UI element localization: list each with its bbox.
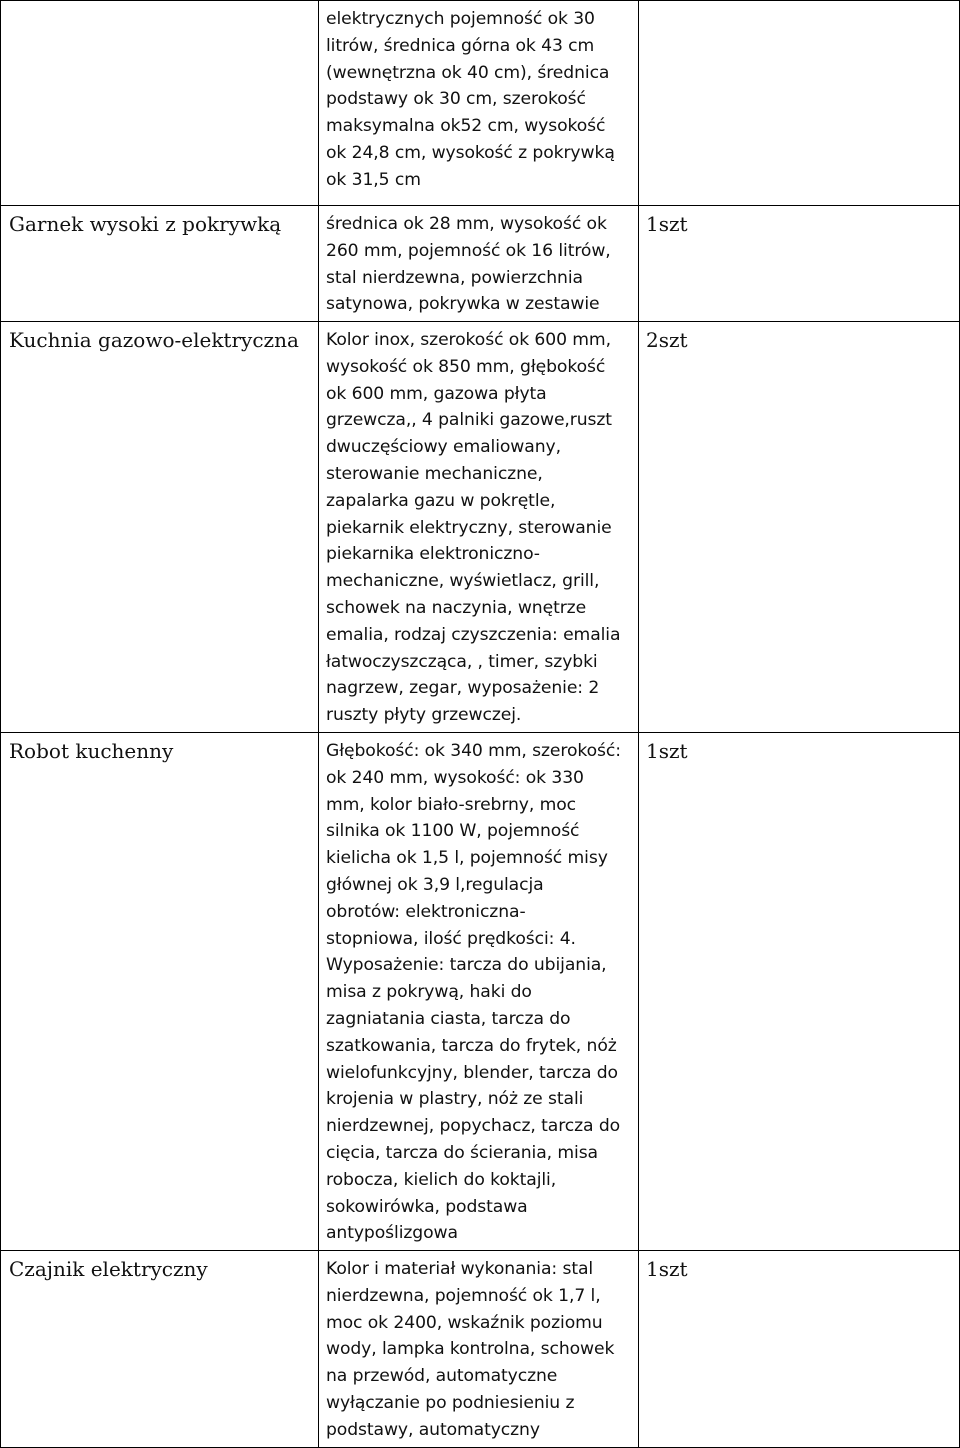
product-description-cell bbox=[319, 322, 639, 733]
description-line: podstawy, automatyczny bbox=[326, 1419, 540, 1440]
description-line: maksymalna ok52 cm, wysokość bbox=[326, 116, 606, 137]
quantity-cell: 2szt bbox=[639, 322, 960, 733]
description-line: Głębokość: ok 340 mm, szerokość: bbox=[326, 741, 621, 761]
table-row bbox=[1, 206, 960, 322]
description-line: stal nierdzewna, powierzchnia bbox=[326, 267, 583, 288]
description-line: 260 mm, pojemność ok 16 litrów, bbox=[326, 240, 611, 261]
description-line: sokowirówka, podstawa bbox=[326, 1196, 528, 1217]
description-line: ok 240 mm, wysokość: ok 330 bbox=[326, 767, 584, 788]
table-row bbox=[1, 322, 960, 733]
description-line: sterowanie mechaniczne, bbox=[326, 463, 543, 484]
description-line: nierdzewnej, popychacz, tarcza do bbox=[326, 1116, 621, 1137]
product-description-cell bbox=[319, 733, 639, 1251]
description-line: wysokość ok 850 mm, głębokość bbox=[326, 356, 606, 377]
product-description-cell bbox=[319, 1, 639, 206]
product-description-cell bbox=[319, 1251, 639, 1448]
description-line: wielofunkcyjny, blender, tarcza do bbox=[326, 1062, 618, 1083]
description-line: łatwoczyszcząca, , timer, szybki bbox=[326, 651, 598, 672]
description-line: na przewód, automatyczne bbox=[326, 1366, 558, 1387]
table-row bbox=[1, 1, 960, 206]
description-line: nagrzew, zegar, wyposażenie: 2 bbox=[326, 678, 600, 699]
description-line: krojenia w plastry, nóż ze stali bbox=[326, 1089, 584, 1110]
description-line: zagniatania ciasta, tarcza do bbox=[326, 1008, 571, 1029]
quantity-cell bbox=[639, 1, 960, 206]
description-line: Kolor i materiał wykonania: stal bbox=[326, 1259, 594, 1279]
description-line: (wewnętrzna ok 40 cm), średnica bbox=[326, 62, 610, 83]
quantity-cell: 1szt bbox=[639, 1251, 960, 1448]
description-line: moc ok 2400, wskaźnik poziomu bbox=[326, 1312, 603, 1333]
description-line: dwuczęściowy emaliowany, bbox=[326, 437, 561, 458]
description-line: stopniowa, ilość prędkości: 4. bbox=[326, 928, 576, 949]
description-line: nierdzewna, pojemność ok 1,7 l, bbox=[326, 1285, 601, 1306]
description-line: piekarnik elektryczny, sterowanie bbox=[326, 517, 612, 538]
product-name-cell: Garnek wysoki z pokrywką bbox=[1, 206, 319, 322]
description-line: robocza, kielich do koktajli, bbox=[326, 1169, 557, 1190]
description-line: elektrycznych pojemność ok 30 bbox=[326, 9, 595, 29]
description-line: satynowa, pokrywka w zestawie bbox=[326, 294, 600, 315]
description-line: Kolor inox, szerokość ok 600 mm, bbox=[326, 330, 611, 350]
description-line: cięcia, tarcza do ścierania, misa bbox=[326, 1142, 598, 1163]
description-line: piekarnika elektroniczno- bbox=[326, 544, 540, 565]
description-line: kielicha ok 1,5 l, pojemność misy bbox=[326, 848, 608, 869]
description-line: schowek na naczynia, wnętrze bbox=[326, 597, 587, 618]
description-line: emalia, rodzaj czyszczenia: emalia bbox=[326, 624, 621, 645]
description-line: litrów, średnica górna ok 43 cm bbox=[326, 35, 595, 56]
description-line: zapalarka gazu w pokrętle, bbox=[326, 490, 556, 511]
description-line: głównej ok 3,9 l,regulacja bbox=[326, 874, 544, 895]
product-name-cell: Robot kuchenny bbox=[1, 733, 319, 1251]
description-line: grzewcza,, 4 palniki gazowe,ruszt bbox=[326, 410, 612, 431]
description-line: podstawy ok 30 cm, szerokość bbox=[326, 89, 586, 110]
description-line: misa z pokrywą, haki do bbox=[326, 982, 532, 1003]
description-line: wody, lampka kontrolna, schowek bbox=[326, 1339, 615, 1360]
description-line: ruszty płyty grzewczej. bbox=[326, 705, 522, 726]
quantity-cell: 1szt bbox=[639, 206, 960, 322]
table-row bbox=[1, 1251, 960, 1448]
description-line: mechaniczne, wyświetlacz, grill, bbox=[326, 571, 600, 592]
description-line: szatkowania, tarcza do frytek, nóż bbox=[326, 1035, 617, 1056]
description-line: ok 600 mm, gazowa płyta bbox=[326, 383, 547, 404]
table-row bbox=[1, 733, 960, 1251]
product-name-cell: Czajnik elektryczny bbox=[1, 1251, 319, 1448]
description-line: średnica ok 28 mm, wysokość ok bbox=[326, 214, 607, 234]
description-line: silnika ok 1100 W, pojemność bbox=[326, 821, 580, 842]
quantity-cell: 1szt bbox=[639, 733, 960, 1251]
description-line: obrotów: elektroniczna- bbox=[326, 901, 526, 922]
description-line: ok 24,8 cm, wysokość z pokrywką bbox=[326, 142, 615, 163]
description-line: antypoślizgowa bbox=[326, 1223, 458, 1244]
description-line: ok 31,5 cm bbox=[326, 169, 421, 190]
product-name-cell bbox=[1, 1, 319, 206]
product-name-cell: Kuchnia gazowo-elektryczna bbox=[1, 322, 319, 733]
description-line: Wyposażenie: tarcza do ubijania, bbox=[326, 955, 607, 976]
product-description-cell bbox=[319, 206, 639, 322]
description-line: mm, kolor biało-srebrny, moc bbox=[326, 794, 577, 815]
description-line: wyłączanie po podniesieniu z bbox=[326, 1392, 575, 1413]
